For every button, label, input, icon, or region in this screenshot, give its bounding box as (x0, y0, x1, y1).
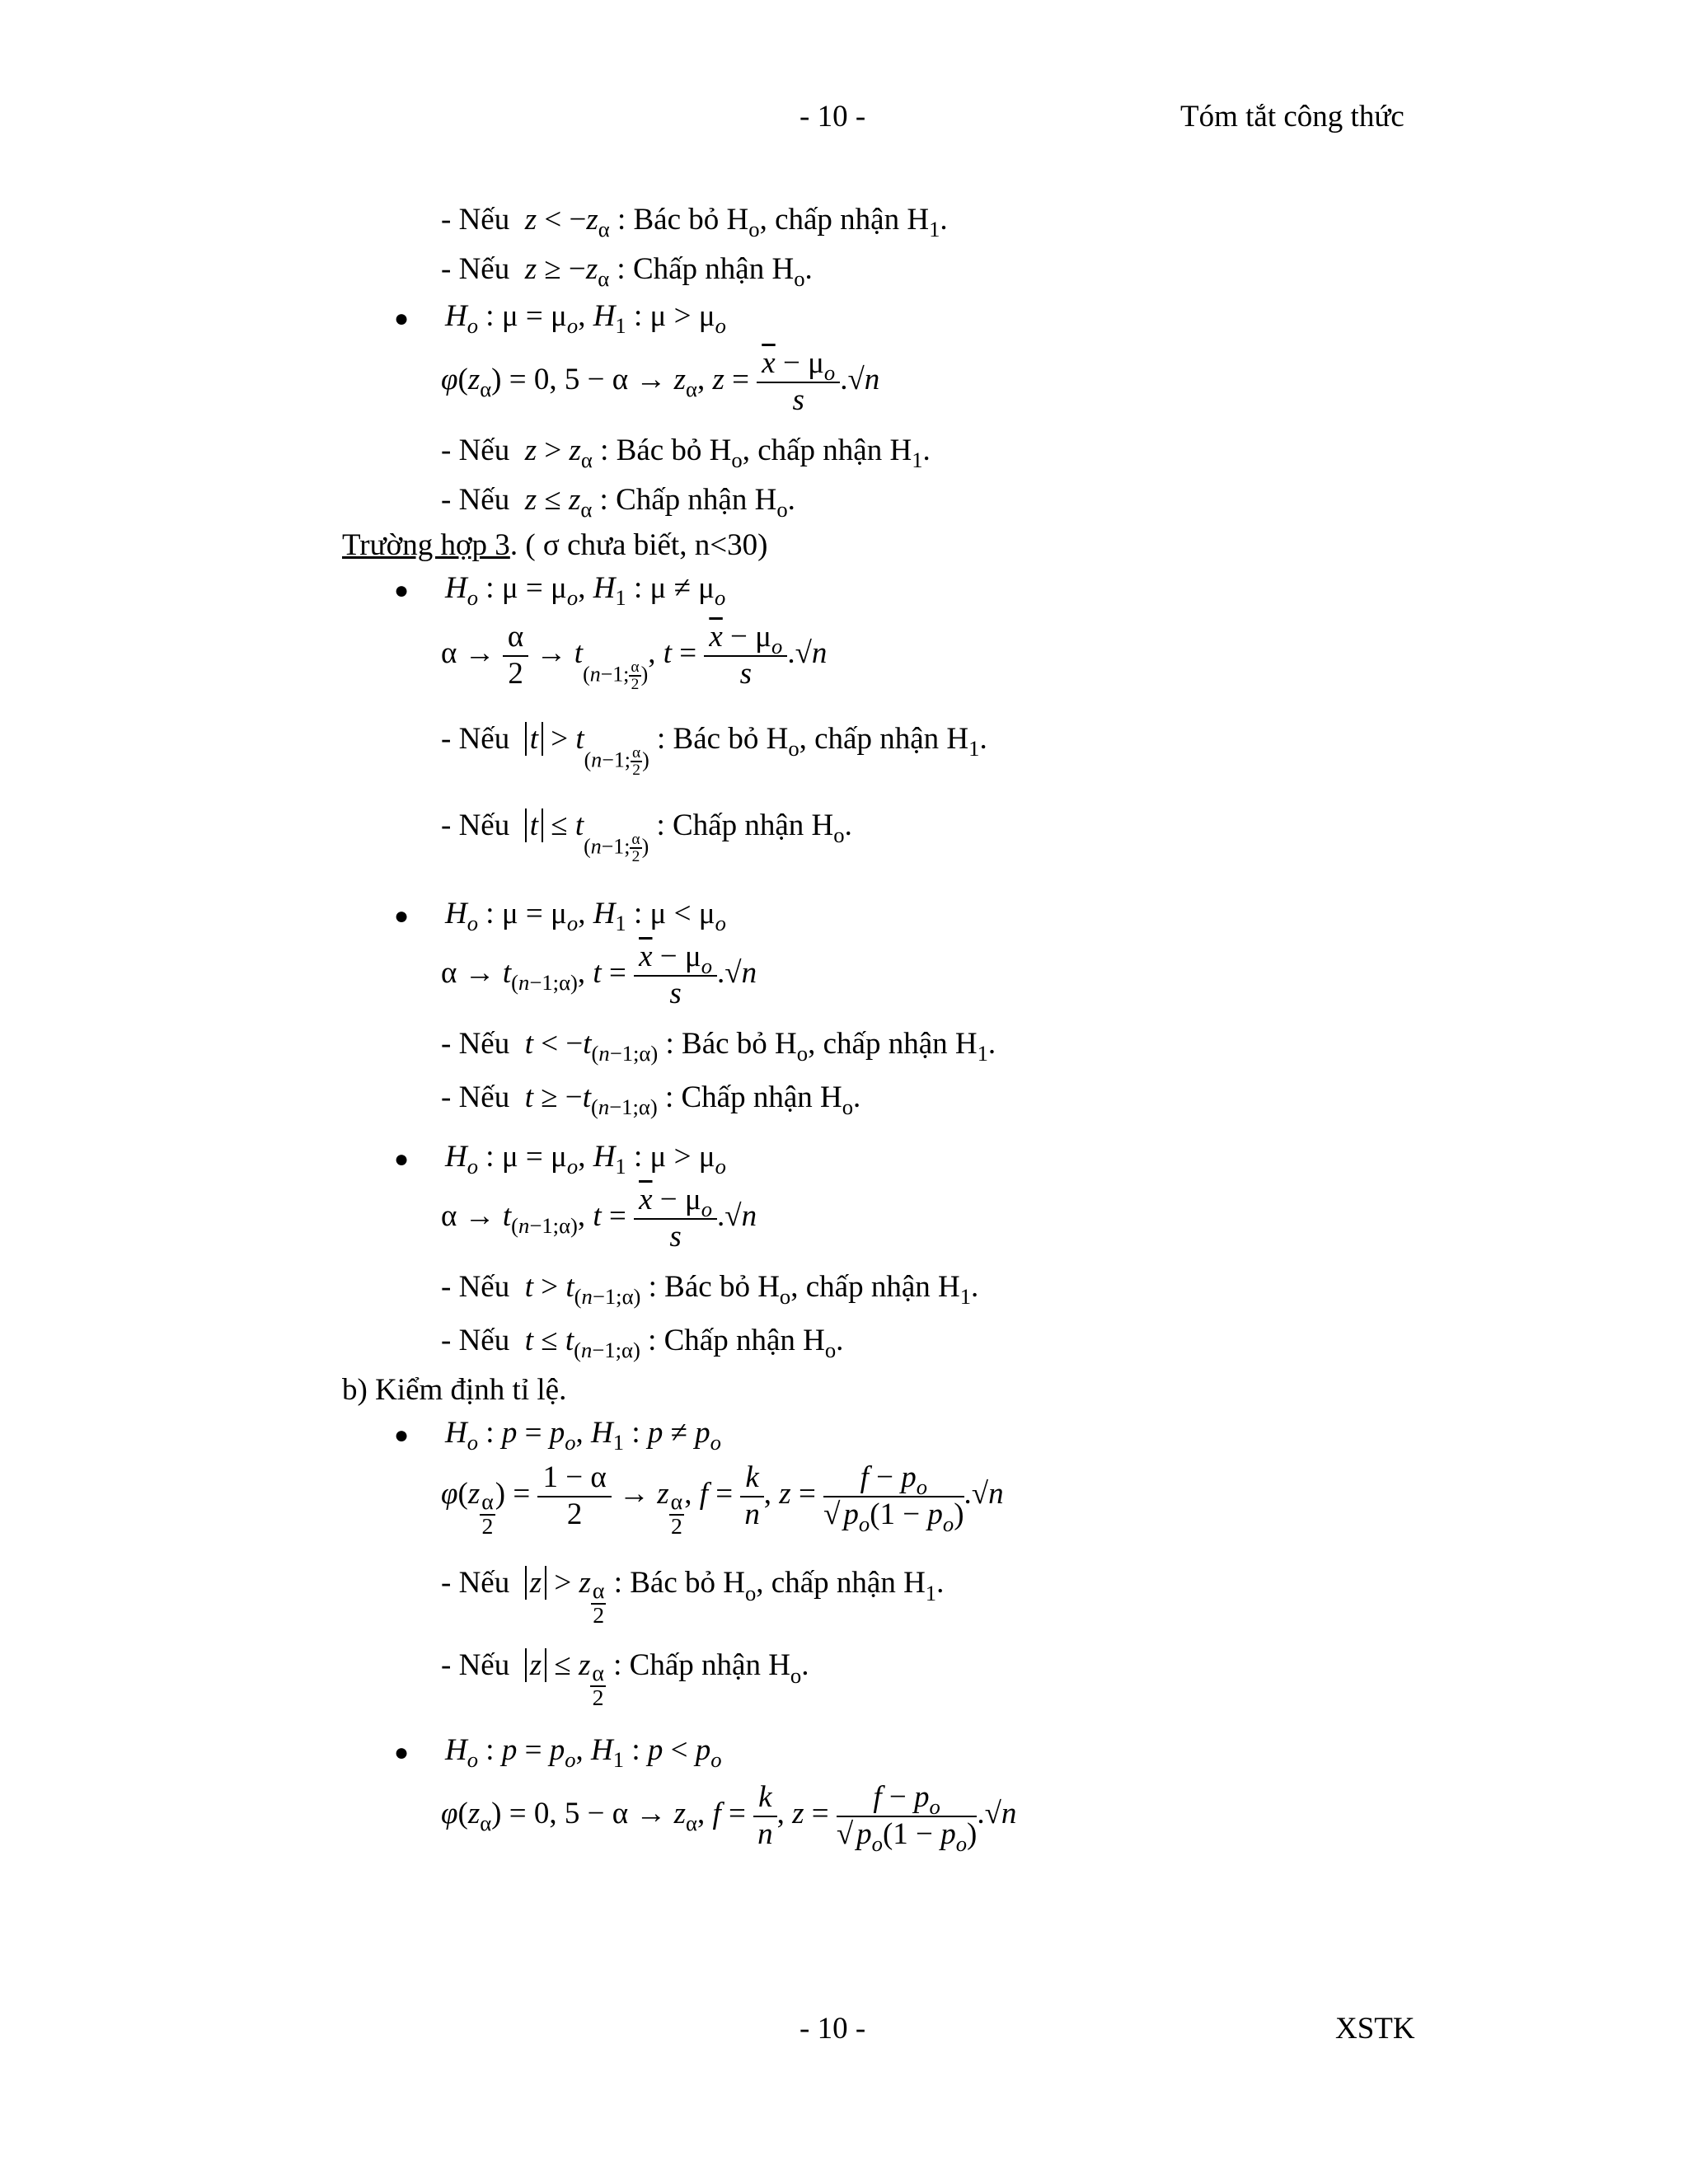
footer-label: XSTK (1335, 2012, 1415, 2046)
rule-reject-two-sided-t: - Nếu t > t(n−1; $\frac{\alpha}{2}$ ) : Bác bỏ $H_o$, chấp nhận $H_1$. (441, 722, 987, 780)
rule-reject-two-sided-p: - Nếu z > z $\frac{\alpha}{2}$ : Bác bỏ $H_o$, chấp nhận $H_1$. (441, 1566, 945, 1629)
header-title: Tóm tắt công thức (1180, 100, 1404, 134)
rule-accept-two-sided-p: - Nếu z ≤ z $\frac{\alpha}{2}$ : Chấp nhận $H_o$. (441, 1648, 809, 1711)
hypothesis-two-sided-t: $H_o$ : $\mu = \mu_o$, $H_1$ : $\mu \ne \mu_o$ (445, 571, 726, 611)
section-b-heading: b) Kiểm định tỉ lệ. (342, 1373, 567, 1407)
header-page-number: - 10 - (799, 100, 866, 134)
bullet-icon: ● (394, 1146, 410, 1173)
rule-reject-right-z: - Nếu $z > z_\alpha$ : Bác bỏ $H_o$, chấp nhận $H_1$. (441, 434, 931, 473)
hypothesis-left-p: $H_o$ : $p = p_o$, $H_1$ : $p < p_o$ (445, 1733, 722, 1773)
formula-left-t: $\alpha \to t_{(n-1;\alpha)}$, t = $\frac{\overline{x} - \mu_o}{s}$ .√n (441, 940, 757, 1010)
rule-accept-right-t: - Nếu $t \le t_{(n-1;\alpha)}$ : Chấp nhận $H_o$. (441, 1324, 844, 1363)
hypothesis-right-z: $H_o$ : $\mu = \mu_o$, $H_1$ : $\mu > \mu_o$ (445, 299, 726, 339)
formula-two-sided-p: φ(z $\frac{\alpha}{2}$ ) = $\frac{1 - \alpha}{2}$ → z $\frac{\alpha}{2}$ , f = $\frac{k}{n}$ , z = $\frac{f - p_o}{√ p_o(1 - p_o)}$ .√n (441, 1460, 1004, 1540)
formula-right-z: $\varphi(z_\alpha) = 0$, $5 - \alpha \to z_\alpha$, z = $\frac{\overline{x} - \mu_o}{s}$ .√n (441, 346, 880, 417)
rule-accept-left-z: - Nếu $z \ge -z_\alpha$ : Chấp nhận $H_o$. (441, 252, 813, 292)
rule-accept-two-sided-t: - Nếu t ≤ t(n−1; $\frac{\alpha}{2}$ ) : Chấp nhận $H_o$. (441, 808, 852, 866)
bullet-icon: ● (394, 1739, 410, 1766)
bullet-icon: ● (394, 305, 410, 332)
rule-reject-left-z: - Nếu $z < -z_\alpha$ : Bác bỏ $H_o$, chấp nhận $H_1$. (441, 203, 948, 242)
rule-accept-left-t: - Nếu $t \ge -t_{(n-1;\alpha)}$ : Chấp nhận $H_o$. (441, 1080, 861, 1120)
formula-two-sided-t: α → $\frac{\alpha}{2}$ → t(n−1; $\frac{\alpha}{2}$ ), t = $\frac{\overline{x} - \mu_o}{s}$ .√n (441, 620, 828, 694)
hypothesis-right-t: $H_o$ : $\mu = \mu_o$, $H_1$ : $\mu > \mu_o$ (445, 1140, 726, 1179)
footer-page-number: - 10 - (799, 2012, 866, 2046)
case3-heading: Trường hợp 3. ( σ chưa biết, n<30) (342, 528, 768, 562)
bullet-icon: ● (394, 1422, 410, 1449)
hypothesis-two-sided-p: $H_o$ : $p = p_o$, $H_1$ : $p \ne p_o$ (445, 1416, 721, 1455)
rule-accept-right-z: - Nếu $z \le z_\alpha$ : Chấp nhận $H_o$. (441, 483, 795, 523)
hypothesis-left-t: $H_o$ : $\mu = \mu_o$, $H_1$ : $\mu < \mu_o$ (445, 897, 726, 936)
bullet-icon: ● (394, 902, 410, 930)
formula-left-p: $\varphi(z_\alpha) = 0$, $5 - \alpha \to z_\alpha$, f = $\frac{k}{n}$ , z = $\frac{f - p_o}{√ p_o(1 - p_o)}$ .√n (441, 1780, 1017, 1856)
rule-reject-left-t: - Nếu $t < -t_{(n-1;\alpha)}$ : Bác bỏ $H_o$, chấp nhận $H_1$. (441, 1027, 996, 1066)
bullet-icon: ● (394, 577, 410, 604)
formula-right-t: $\alpha \to t_{(n-1;\alpha)}$, t = $\frac{\overline{x} - \mu_o}{s}$ .√n (441, 1183, 757, 1254)
rule-reject-right-t: - Nếu $t > t_{(n-1;\alpha)}$ : Bác bỏ $H_o$, chấp nhận $H_1$. (441, 1270, 979, 1310)
